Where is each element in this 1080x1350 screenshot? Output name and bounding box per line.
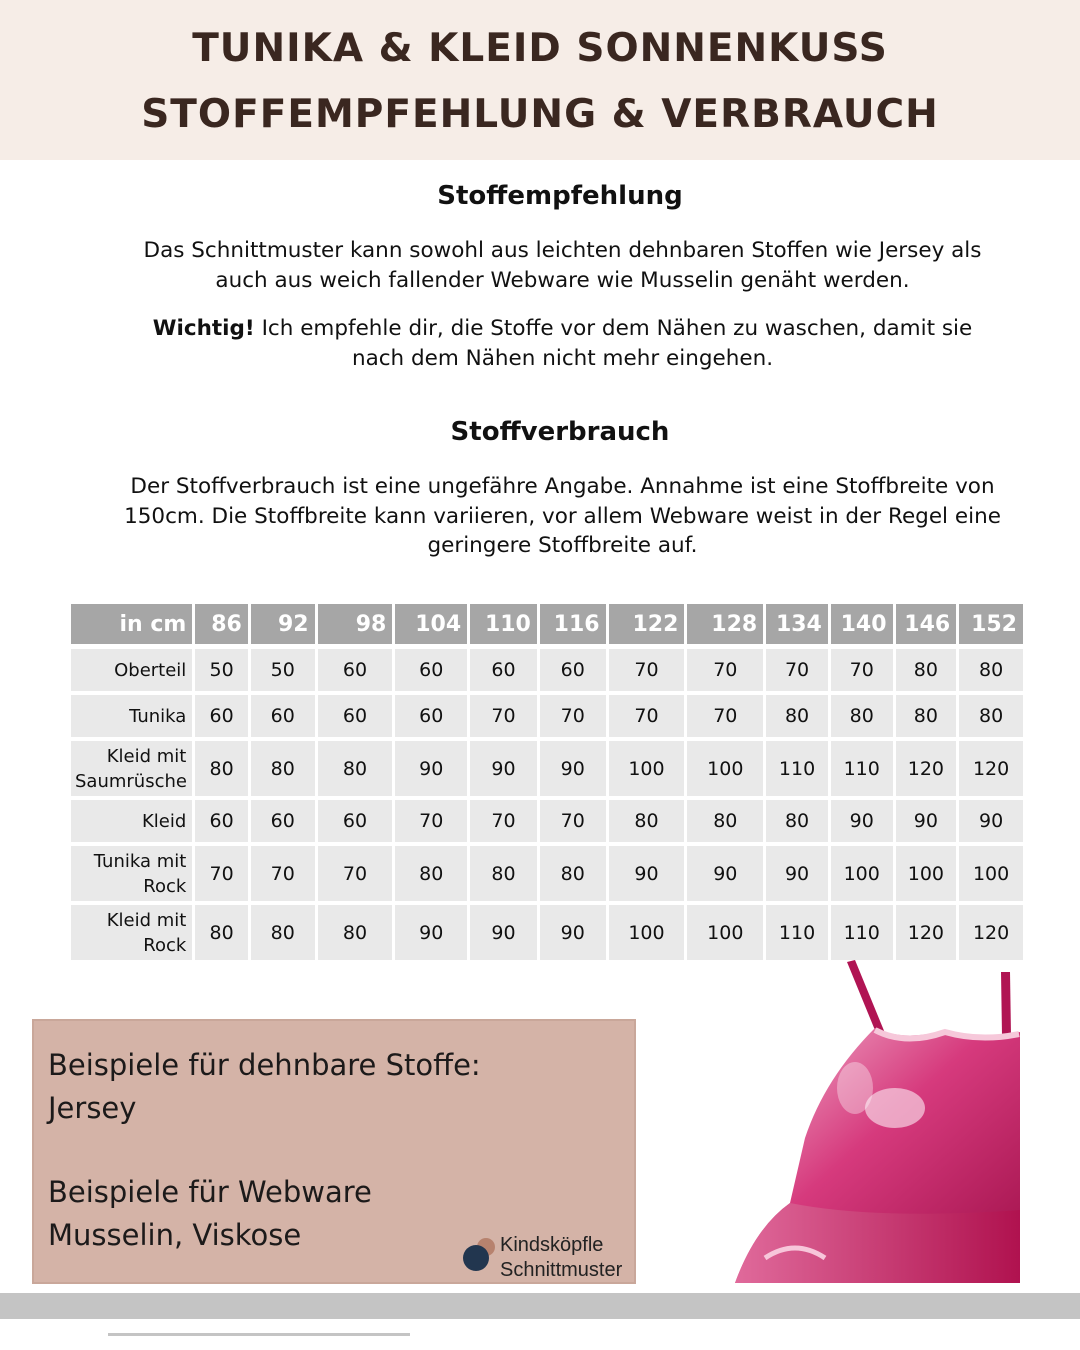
woven-examples-list: Musselin, Viskose [48,1218,302,1252]
row-label: Kleid mit Rock [71,905,192,964]
table-cell: 80 [540,846,606,905]
table-row [71,741,1023,800]
size-header: 128 [687,604,763,649]
table-cell: 100 [831,846,893,905]
table-cell: 80 [766,695,828,741]
table-cell: 90 [540,741,606,800]
table-cell: 90 [395,905,467,964]
table-cell: 60 [195,800,248,846]
table-cell: 90 [540,905,606,964]
size-header: 140 [831,604,893,649]
table-cell: 80 [318,905,393,964]
table-cell: 80 [831,695,893,741]
table-cell: 60 [540,649,606,695]
table-cell: 100 [959,846,1023,905]
table-cell: 90 [470,741,537,800]
size-header: 152 [959,604,1023,649]
row-label: Kleid [71,800,192,846]
table-cell: 90 [470,905,537,964]
table-cell: 50 [251,649,315,695]
table-row [71,800,1023,846]
table-header-row [71,604,1023,649]
page-title: TUNIKA & KLEID SONNENKUSS [192,26,888,71]
table-cell: 80 [251,905,315,964]
table-cell: 60 [318,800,393,846]
table-cell: 70 [195,846,248,905]
table-cell: 80 [959,695,1023,741]
table-cell: 110 [766,905,828,964]
row-label: Tunika mit Rock [71,846,192,905]
table-cell: 90 [687,846,763,905]
row-label: Tunika [71,695,192,741]
size-header: 110 [470,604,537,649]
footer-rule [108,1333,410,1336]
brand-line-1: Kindsköpfle [500,1234,604,1256]
table-cell: 80 [470,846,537,905]
table-cell: 70 [687,695,763,741]
table-cell: 60 [318,649,393,695]
table-cell: 90 [896,800,957,846]
table-cell: 80 [318,741,393,800]
fabric-consumption-table [68,604,1026,964]
table-cell: 100 [687,741,763,800]
woven-examples-heading: Beispiele für Webware [48,1175,372,1209]
table-cell: 80 [609,800,685,846]
table-cell: 80 [251,741,315,800]
table-cell: 70 [395,800,467,846]
page-subtitle: STOFFEMPFEHLUNG & VERBRAUCH [141,92,939,137]
recommendation-heading: Stoffempfehlung [437,181,683,211]
table-cell: 80 [195,905,248,964]
table-corner-cell: in cm [71,604,192,649]
important-note [135,314,990,373]
row-label: Oberteil [71,649,192,695]
table-cell: 70 [831,649,893,695]
table-cell: 60 [395,695,467,741]
table-cell: 110 [766,741,828,800]
dress-photo [735,958,1020,1283]
table-cell: 100 [609,905,685,964]
table-row [71,846,1023,905]
table-cell: 70 [609,695,685,741]
size-header: 86 [195,604,248,649]
table-cell: 70 [540,695,606,741]
logo-icon [462,1235,498,1271]
footer-bar [0,1293,1080,1319]
table-cell: 90 [395,741,467,800]
table-cell: 90 [609,846,685,905]
table-cell: 60 [395,649,467,695]
consumption-heading: Stoffverbrauch [450,417,670,447]
stretch-examples-heading: Beispiele für dehnbare Stoffe: [48,1048,481,1082]
table-cell: 120 [896,741,957,800]
table-cell: 60 [470,649,537,695]
important-label: Wichtig! [152,316,255,341]
brand-line-2: Schnittmuster [500,1259,623,1281]
size-header: 92 [251,604,315,649]
table-row [71,905,1023,964]
stretch-examples-list: Jersey [48,1091,137,1125]
consumption-text: Der Stoffverbrauch ist eine ungefähre Angabe. Annahme ist eine Stoffbreite von 150cm. Die Stoffbreite kann variieren, vor allem Webware weist in der Regel eine geringere Stoffbreite auf. [124,474,1001,558]
table-cell: 100 [687,905,763,964]
size-header: 104 [395,604,467,649]
table-cell: 90 [831,800,893,846]
table-cell: 70 [766,649,828,695]
table-cell: 70 [687,649,763,695]
table-cell: 100 [896,846,957,905]
table-cell: 90 [959,800,1023,846]
table-cell: 110 [831,905,893,964]
size-header: 116 [540,604,606,649]
table-cell: 100 [609,741,685,800]
table-cell: 90 [766,846,828,905]
table-cell: 80 [766,800,828,846]
table-cell: 120 [896,905,957,964]
table-cell: 70 [470,800,537,846]
table-cell: 60 [195,695,248,741]
table-cell: 70 [540,800,606,846]
table-cell: 120 [959,741,1023,800]
table-cell: 80 [687,800,763,846]
table-cell: 70 [251,846,315,905]
size-header: 122 [609,604,685,649]
size-header: 134 [766,604,828,649]
header-banner [0,0,1080,160]
table-cell: 70 [470,695,537,741]
table-cell: 80 [896,649,957,695]
table-cell: 50 [195,649,248,695]
row-label: Kleid mit Saumrüsche [71,741,192,800]
table-cell: 60 [318,695,393,741]
brand-logo-text [500,1233,622,1283]
table-cell: 80 [959,649,1023,695]
table-cell: 80 [195,741,248,800]
table-cell: 60 [251,800,315,846]
table-cell: 110 [831,741,893,800]
table-cell: 80 [896,695,957,741]
table-cell: 70 [318,846,393,905]
size-header: 98 [318,604,393,649]
table-cell: 80 [395,846,467,905]
size-header: 146 [896,604,957,649]
fabric-examples-box [32,1019,636,1284]
table-row [71,695,1023,741]
table-cell: 60 [251,695,315,741]
table-row [71,649,1023,695]
recommendation-text: Das Schnittmuster kann sowohl aus leichten dehnbaren Stoffen wie Jersey als auch aus weich fallender Webware wie Musselin genäht werden. [143,238,982,293]
table-cell: 120 [959,905,1023,964]
table-cell: 70 [609,649,685,695]
important-text: Ich empfehle dir, die Stoffe vor dem Nähen zu waschen, damit sie nach dem Nähen nicht mehr eingehen. [254,316,973,371]
